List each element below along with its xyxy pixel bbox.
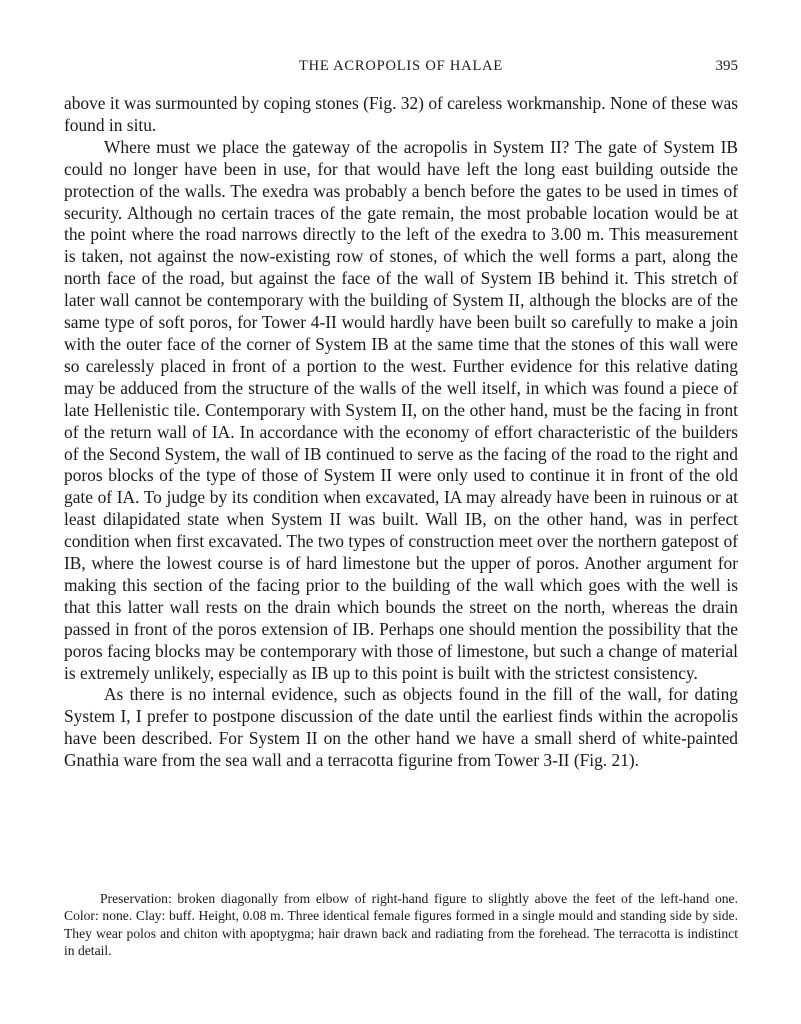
body-text <box>64 93 738 772</box>
paragraph-gateway: Where must we place the gateway of the acropolis in System II? The gate of System IB could no longer have been in use, for that would have left the long east building outside the protection of the walls. The exedra was probably a bench before the gates to be used in times of security. Although no certain traces of the gate remain, the most probable location would be at the point where the road narrows directly to the left of the exedra to 3.00 m. This measurement is taken, not against the now-existing row of stones, of which the well forms a part, along the north face of the road, but against the face of the wall of System IB behind it. This stretch of later wall cannot be contemporary with the building of System II, although the blocks are of the same type of soft poros, for Tower 4-II would hardly have been built so carefully to make a join with the outer face of the corner of System IB at the same time that the stones of this wall were so carelessly placed in front of a portion to the west. Further evidence for this relative dating may be adduced from the structure of the walls of the well itself, in which was found a piece of late Hellenistic tile. Contemporary with System II, on the other hand, must be the facing in front of the return wall of IA. In accordance with the economy of effort characteristic of the builders of the Second System, the wall of IB continued to serve as the facing of the road to the right and poros blocks of the type of those of System II were only used to continue it in front of the old gate of IA. To judge by its condition when excavated, IA may already have been in ruinous or at least dilapidated state when System II was built. Wall IB, on the other hand, was in perfect condition when first excavated. The two types of construction meet over the northern gatepost of IB, where the lowest course is of hard limestone but the upper of poros. Another argument for making this section of the facing prior to the building of the wall which goes with the well is that this latter wall rests on the drain which bounds the street on the north, whereas the drain passed in front of the poros extension of IB. Perhaps one should mention the possibility that the poros facing blocks may be contemporary with those of limestone, but such a change of material is extremely unlikely, especially as IB up to this point is built with the strictest consistency. <box>64 136 738 683</box>
preservation-note: Preservation: broken diagonally from elbow of right-hand figure to slightly above the feet of the left-hand one. Color: none. Clay: buff. Height, 0.08 m. Three identical female figures formed in a single mould and standing side by side. They wear polos and chiton with apoptygma; hair drawn back and radiating from the forehead. The terracotta is indistinct in detail. <box>64 891 738 959</box>
running-title: THE ACROPOLIS OF HALAE <box>298 58 504 74</box>
paragraph-dating: As there is no internal evidence, such as objects found in the fill of the wall, for dating System I, I prefer to postpone discussion of the date until the earliest finds within the acropolis have been described. For System II on the other hand we have a small sherd of white-painted Gnathia ware from the sea wall and a terracotta figurine from Tower 3-II (Fig. 21). <box>64 684 738 771</box>
page-number: 395 <box>715 58 738 74</box>
paragraph-continuation: above it was surmounted by coping stones (Fig. 32) of careless workmanship. None of these was found in situ. <box>64 93 738 135</box>
page-header <box>64 58 738 82</box>
figure-description <box>64 890 738 960</box>
